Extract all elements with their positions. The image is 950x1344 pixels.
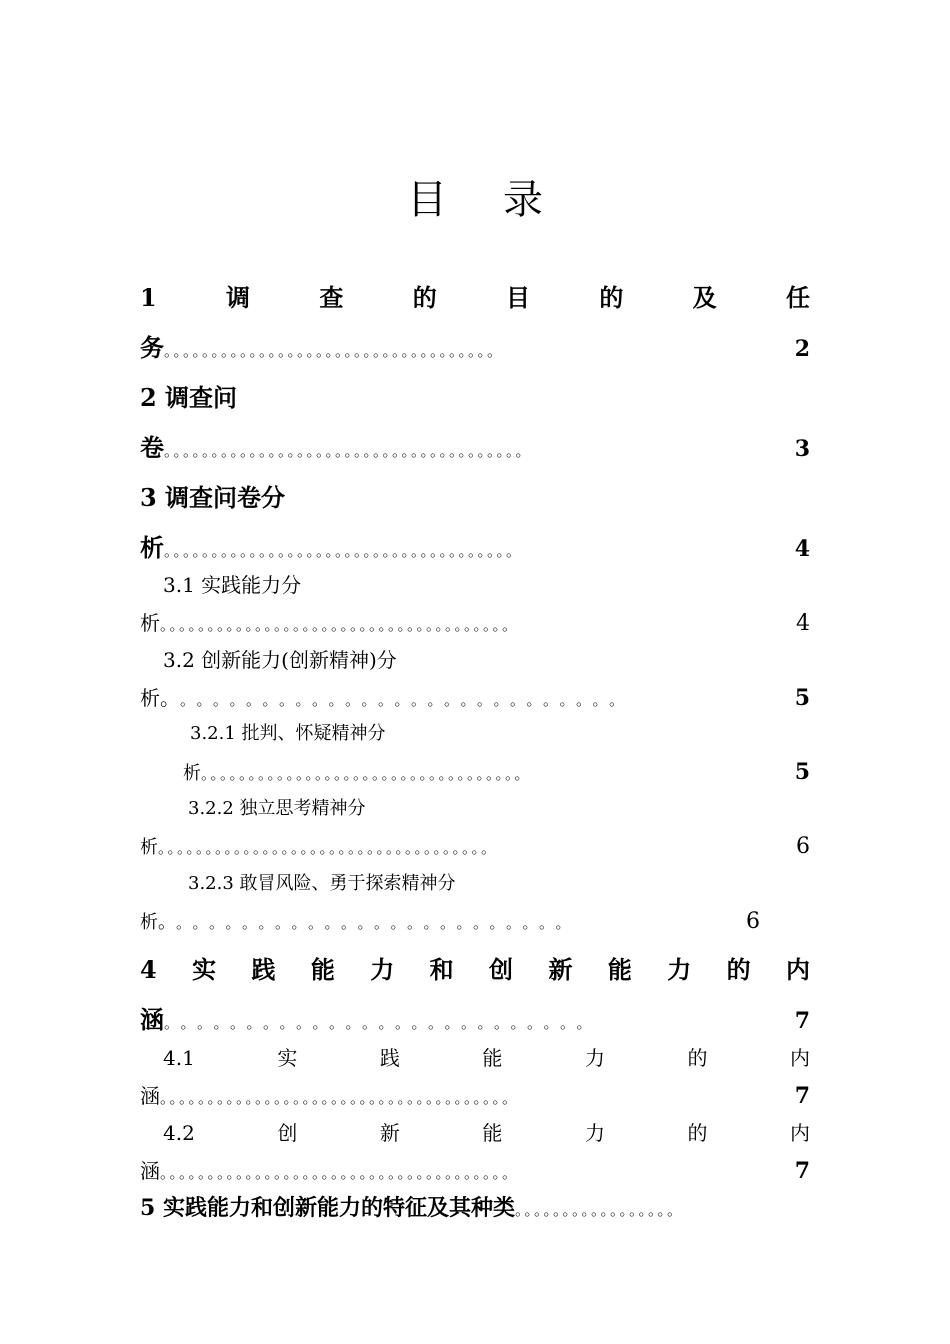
toc-entry-3-2-2-heading[interactable] [188,793,858,825]
toc-title-char-2: 录 [503,177,543,223]
toc-char: 内 [790,1121,810,1145]
toc-char: 的 [412,283,437,312]
toc-entry-4-1-leader[interactable] [140,1079,810,1113]
toc-page-number: 6 [746,909,760,934]
toc-char: 的 [687,1121,708,1145]
toc-char: 内 [790,1046,810,1070]
toc-char: 新 [548,955,573,984]
toc-title [0,170,950,230]
toc-entry-3-leader[interactable] [140,528,810,568]
toc-entry-2-leader[interactable] [140,428,810,468]
toc-entry-4-heading[interactable] [140,950,810,990]
toc-entry-text: 3.2.1 批判、怀疑精神分 [190,723,386,744]
toc-entry-1-leader[interactable] [140,328,810,368]
toc-entry-text: 3.2.2 独立思考精神分 [188,798,366,819]
toc-entry-3-2-1-leader[interactable] [183,756,810,788]
toc-char: 能 [607,955,632,984]
toc-page-number: 5 [794,685,810,711]
toc-entry-cont: 涵 [140,1159,160,1183]
toc-entry-cont: 析。 [140,912,176,933]
toc-char: 实 [192,955,217,984]
toc-entry-cont: 卷 [140,433,164,462]
toc-leader-dots: 。。。。。。。。。。。。。。。。。。。。。。。。。。。。。。。。。。。。。 [160,1164,520,1182]
toc-entry-4-2-leader[interactable] [140,1154,810,1188]
toc-char: 能 [482,1121,503,1145]
toc-entry-1-heading[interactable] [140,278,810,318]
toc-entry-4-leader[interactable] [140,1000,810,1040]
toc-leader-dots: 。。。。。。。。。。。。。。。。。。。。。。。。。。。。。。。。。。。 [158,839,499,857]
toc-char: 4.2 [163,1121,195,1145]
toc-page-number: 7 [794,1083,810,1109]
toc-char: 力 [584,1121,605,1145]
toc-title-char-1: 目 [407,177,447,223]
toc-char: 的 [687,1046,708,1070]
toc-page-number: 4 [794,536,810,562]
toc-char: 4.1 [163,1046,195,1070]
toc-char: 内 [786,955,810,984]
toc-leader-dots: 。。。。。。。。。。。。。。。。。。。。。。。。 [176,914,580,932]
toc-char: 创 [489,955,514,984]
toc-char: 力 [584,1046,605,1070]
toc-leader-dots: 。。。。。。。。。。。。。。。。。。。。。。。。。。。。。。。。。。。。。 [160,1089,520,1107]
toc-entry-2-heading[interactable] [140,378,810,418]
toc-page-number: 2 [794,336,810,362]
toc-entry-cont: 涵 [140,1084,160,1108]
toc-entry-text: 3.2.3 敢冒风险、勇于探索精神分 [188,873,456,894]
toc-entry-3-1-heading[interactable] [163,568,833,602]
toc-entry-3-2-3-leader[interactable] [140,906,760,938]
toc-char: 查 [319,283,344,312]
toc-leader-dots: 。。。。。。。。。。。。。。。。。 [514,1201,684,1219]
toc-leader-dots: 。。。。。。。。。。。。。。。。。。。。。。。。。。。。。。。。。。 [201,765,532,783]
toc-entry-cont: 析 [183,763,201,784]
toc-char: 调 [226,283,251,312]
toc-leader-dots: 。。。。。。。。。。。。。。。。。。。。。。。。。。。。。。。。。。。 [164,342,505,360]
toc-char: 力 [370,955,395,984]
toc-page-number: 3 [794,436,810,462]
toc-char: 践 [251,955,276,984]
toc-leader-dots: 。。。。。。。。。。。。。。。。。。。。。。。。。。 [164,1014,601,1032]
toc-entry-text: 3.1 实践能力分 [163,573,302,597]
toc-entry-cont: 涵 [140,1005,164,1034]
toc-char: 1 [140,283,157,312]
toc-entry-3-2-heading[interactable] [163,643,833,677]
toc-entry-5[interactable] [140,1188,822,1228]
toc-char: 及 [692,283,717,312]
toc-page-number: 6 [796,834,810,859]
toc-entry-text: 3.2 创新能力(创新精神)分 [163,648,397,672]
toc-entry-text: 5 实践能力和创新能力的特征及其种类 [140,1195,515,1221]
toc-entry-cont: 析。 [140,686,180,710]
toc-page-number: 4 [796,611,810,636]
toc-entry-3-2-3-heading[interactable] [188,868,858,900]
toc-char: 的 [726,955,751,984]
toc-char: 能 [482,1046,503,1070]
toc-char: 能 [310,955,335,984]
toc-char: 的 [599,283,624,312]
toc-entry-3-2-leader[interactable] [140,681,810,715]
toc-page-number: 7 [794,1008,810,1034]
toc-char: 践 [379,1046,400,1070]
toc-char: 力 [667,955,692,984]
toc-leader-dots: 。。。。。。。。。。。。。。。。。。。。。。。。。。。。。。。。。。。。。 [164,542,524,560]
toc-entry-3-heading[interactable] [140,478,810,518]
toc-char: 实 [277,1046,298,1070]
toc-leader-dots: 。。。。。。。。。。。。。。。。。。。。。。。。。。。 [180,691,634,709]
toc-entry-cont: 析 [140,611,160,635]
toc-entry-cont: 务 [140,333,164,362]
toc-entry-cont: 析 [140,837,158,858]
toc-char: 任 [786,283,810,312]
toc-entry-text: 2 调查问 [140,383,238,412]
toc-char: 创 [277,1121,298,1145]
toc-entry-3-2-1-heading[interactable] [190,718,860,750]
toc-char: 目 [506,283,531,312]
toc-entry-3-2-2-leader[interactable] [140,831,810,863]
toc-entry-text: 3 调查问卷分 [140,483,286,512]
toc-page-number: 5 [794,759,810,785]
toc-leader-dots: 。。。。。。。。。。。。。。。。。。。。。。。。。。。。。。。。。。。。。。 [164,442,533,460]
toc-char: 新 [379,1121,400,1145]
toc-char: 4 [140,955,157,984]
toc-entry-cont: 析 [140,533,164,562]
toc-page-number: 7 [794,1158,810,1184]
toc-char: 和 [429,955,454,984]
toc-entry-4-2-heading[interactable] [163,1116,810,1150]
toc-entry-3-1-leader[interactable] [140,606,810,640]
toc-entry-4-1-heading[interactable] [163,1041,810,1075]
toc-leader-dots: 。。。。。。。。。。。。。。。。。。。。。。。。。。。。。。。。。。。。。 [160,616,520,634]
